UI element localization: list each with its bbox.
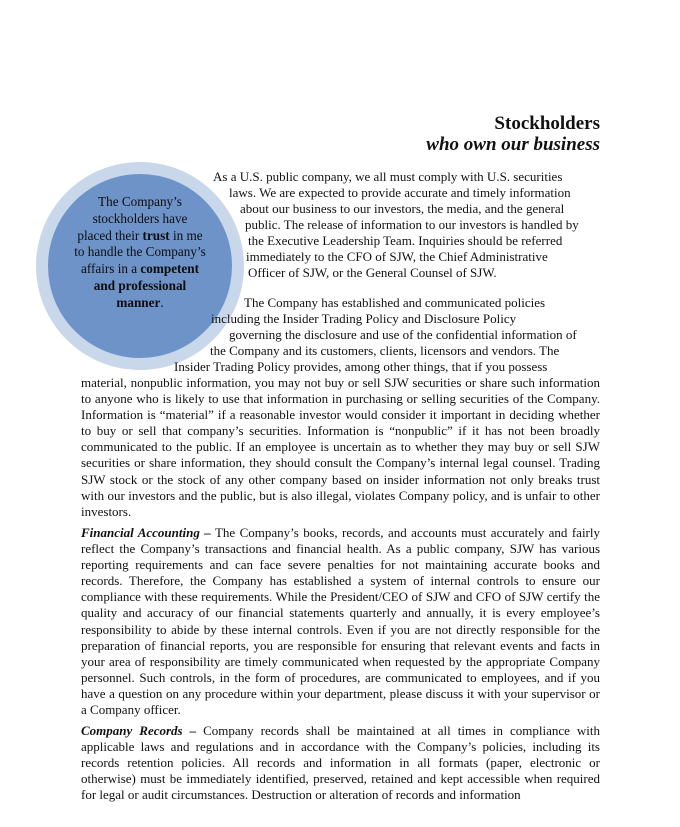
intro-line: the Executive Leadership Team. Inquiries should be referred [248,233,563,248]
callout-text-1: The Company’s stockholders have placed their [77,194,188,243]
intro-line: Officer of SJW, or the General Counsel of SJW. [248,265,497,280]
policy-line: the Company and its customers, clients, licensors and vendors. The [210,343,560,358]
callout-text-3: . [160,294,164,310]
financial-accounting-paragraph [81,525,600,718]
callout-quote [74,194,206,312]
company-records-paragraph [81,723,600,803]
financial-accounting-heading: Financial Accounting – [81,525,211,540]
intro-line: immediately to the CFO of SJW, the Chief Administrative [246,249,548,264]
intro-line: laws. We are expected to provide accurate and timely information [229,185,571,200]
intro-line: As a U.S. public company, we all must comply with U.S. securities [213,169,563,184]
policy-line: Insider Trading Policy provides, among other things, that if you possess [174,359,548,374]
policy-line: governing the disclosure and use of the confidential information of [229,327,577,342]
intro-line: about our business to our investors, the media, and the general [240,201,565,216]
callout-strong-manner: competent and professional manner [93,261,200,310]
callout-text-2: in me to handle the Company’s affairs in a [74,227,206,277]
policy-line: The Company has established and communicated policies [244,295,546,310]
intro-line: public. The release of information to our investors is handled by [245,217,579,232]
financial-accounting-body: The Company’s books, records, and accounts must accurately and fairly reflect the Company’s transactions and financial health. As a public company, SJW has various reporting requirements and can face severe penalties for not maintaining accurate books and records. Therefore, the Company has established a system of internal controls to ensure our compliance with these requirements. While the President/CEO of SJW and CFO of SJW certify the quality and accuracy of our financial statements quarterly and annually, it is every employee’s responsibility to abide by these internal controls. Even if you are not directly responsible for the preparation of financial reports, you are responsible for ensuring that relevant events and facts in your area of responsibility are timely communicated when requested by the appropriate Company personnel. Such controls, in the form of procedures, are communicated to employees, and if you have a question on any procedure within your department, please discuss it with your supervisor or a Company officer. [81,525,601,718]
page-subtitle: who own our business [426,134,600,155]
company-records-body: Company records shall be maintained at all times in compliance with applicable laws and regulations and in accordance with the Company’s policies, including its records retention policies. All records and information in all formats (paper, electronic or otherwise) must be immediately identified, preserved, retained and kept accessible when required for legal or audit circumstances. Destruction or alteration of records and information [81,723,600,803]
policy-line: including the Insider Trading Policy and Disclosure Policy [211,311,517,326]
company-records-heading: Company Records – [81,723,197,738]
policy-paragraph: material, nonpublic information, you may not buy or sell SJW securities or share such information to anyone who is likely to use that information in purchasing or selling securities of the Company. Information is “material” if a reasonable investor would consider it important in deciding whether to buy or sell that company’s securities. Information is “nonpublic” if it has not been broadly communicated to the public. If an employee is uncertain as to whether they may buy or sell SJW securities or share information, they should consult the Company’s internal legal counsel. Trading SJW stock or the stock of any other company based on insider information not only breaks trust with our investors and the public, but is also illegal, violates Company policy, and is unfair to other investors. [81,375,600,519]
page-title: Stockholders [494,113,600,134]
callout-strong-trust: trust [142,227,170,243]
